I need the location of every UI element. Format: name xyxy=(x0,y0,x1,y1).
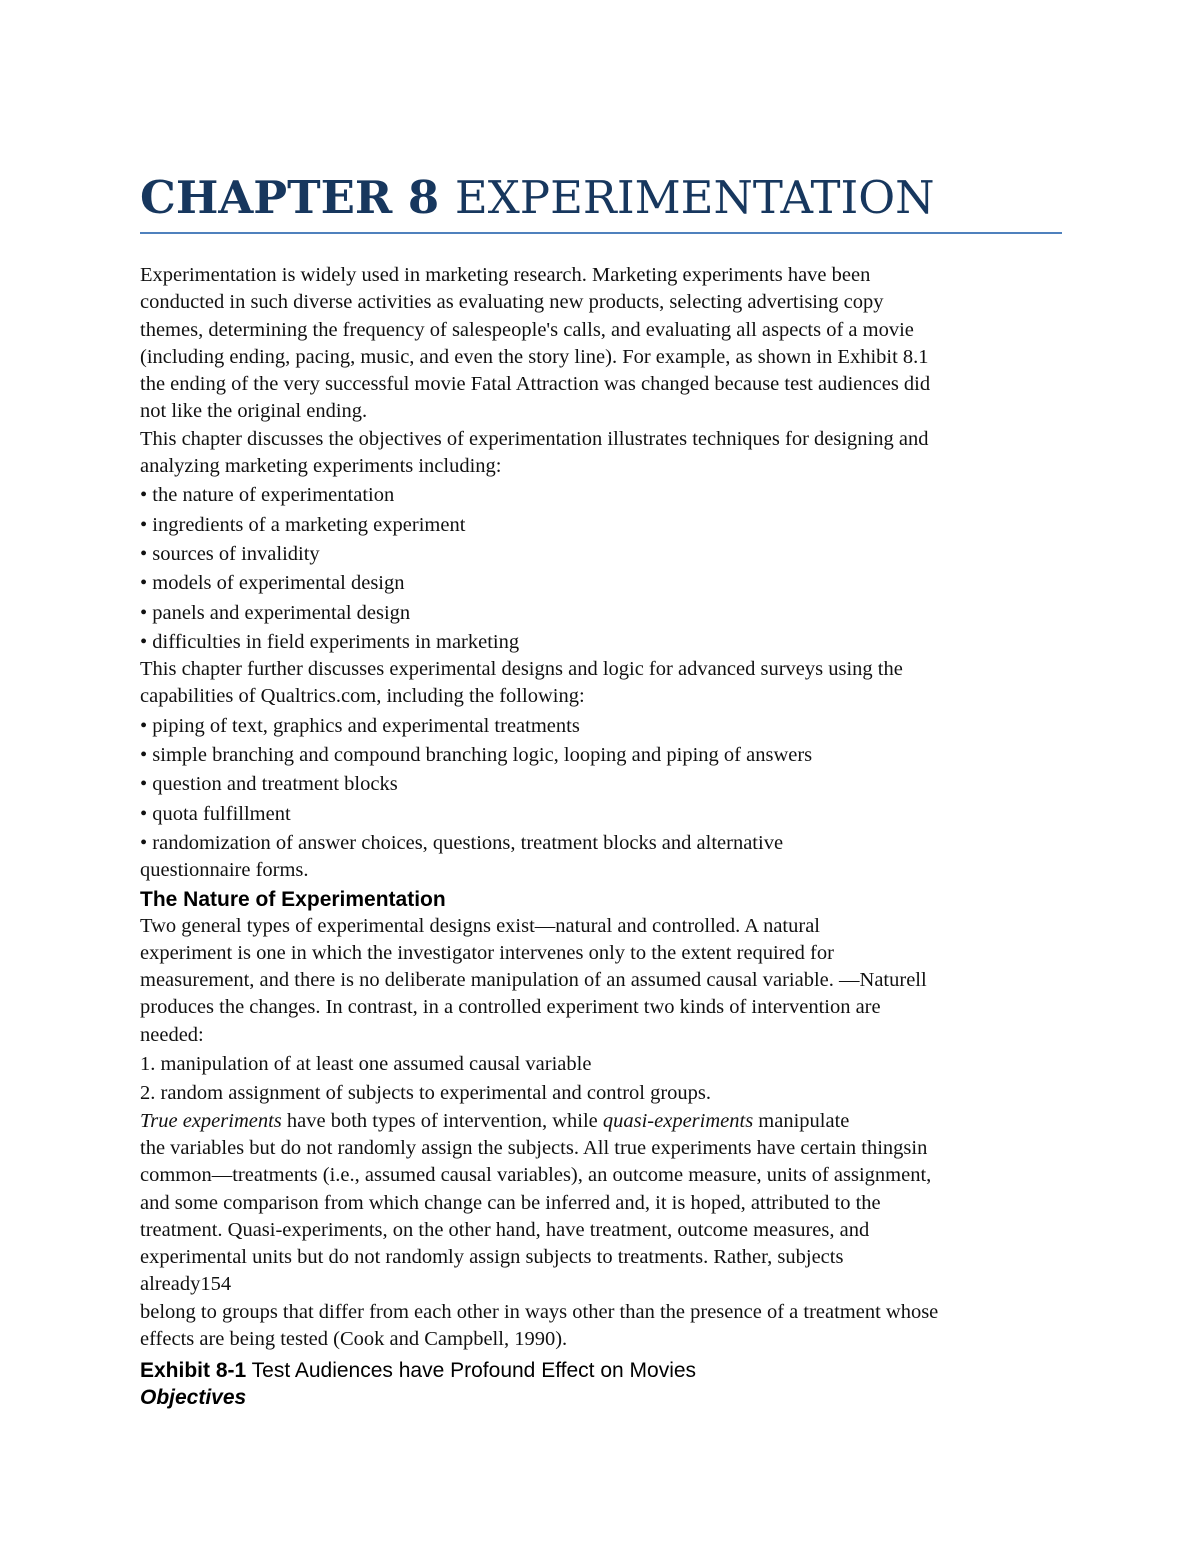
text-line: measurement, and there is no deliberate manipulation of an assumed causal variable. —Naturell xyxy=(140,969,927,992)
text-line xyxy=(140,1108,1062,1135)
text-line: not like the original ending. xyxy=(140,400,368,423)
list-item: • models of experimental design xyxy=(140,572,405,595)
text-line: (including ending, pacing, music, and even the story line). For example, as shown in Exhibit 8.1 xyxy=(140,345,929,368)
list-item: • piping of text, graphics and experimental treatments xyxy=(140,714,580,737)
body-text xyxy=(140,262,1062,1411)
chapter-title: EXPERIMENTATION xyxy=(454,171,935,224)
term-quasi-experiments: quasi-experiments xyxy=(602,1109,754,1132)
text-line: belong to groups that differ from each other in ways other than the presence of a treatment whose xyxy=(140,1300,939,1323)
text-line: This chapter discusses the objectives of experimentation illustrates techniques for designing and xyxy=(140,427,929,450)
numbered-item: 1. manipulation of at least one assumed causal variable xyxy=(140,1053,592,1076)
text-line: capabilities of Qualtrics.com, including the following: xyxy=(140,685,585,708)
nature-paragraph xyxy=(140,913,1062,1108)
list-item-continuation: questionnaire forms. xyxy=(140,859,309,882)
section-heading: The Nature of Experimentation xyxy=(140,887,446,911)
text-line: already154 xyxy=(140,1273,232,1296)
text-line: experiment is one in which the investigator intervenes only to the extent required for xyxy=(140,941,834,964)
objectives-bullet-list xyxy=(140,482,1062,656)
text-line: common—treatments (i.e., assumed causal variables), an outcome measure, units of assignment, xyxy=(140,1164,932,1187)
objectives-heading: Objectives xyxy=(140,1386,247,1410)
text-segment: have both types of intervention, while xyxy=(281,1109,603,1132)
true-experiments-paragraph xyxy=(140,1108,1062,1354)
numbered-item: 2. random assignment of subjects to experimental and control groups. xyxy=(140,1082,712,1105)
text-line: needed: xyxy=(140,1023,204,1046)
chapter-number: CHAPTER 8 xyxy=(140,171,440,224)
list-item: • panels and experimental design xyxy=(140,601,411,624)
list-item: • ingredients of a marketing experiment xyxy=(140,513,466,536)
text-line: produces the changes. In contrast, in a controlled experiment two kinds of intervention are xyxy=(140,996,881,1019)
list-item: • quota fulfillment xyxy=(140,802,291,825)
text-line: conducted in such diverse activities as evaluating new products, selecting advertising copy xyxy=(140,291,884,314)
text-line: Two general types of experimental designs exist—natural and controlled. A natural xyxy=(140,914,820,937)
text-line: Experimentation is widely used in marketing research. Marketing experiments have been xyxy=(140,264,871,286)
further-paragraph xyxy=(140,656,1062,711)
exhibit-title: Test Audiences have Profound Effect on Movies xyxy=(246,1359,697,1383)
term-true-experiments: True experiments xyxy=(140,1109,282,1132)
list-item: • question and treatment blocks xyxy=(140,773,398,796)
intro-paragraph xyxy=(140,262,1062,480)
document-page xyxy=(140,168,1062,1411)
list-item: • sources of invalidity xyxy=(140,542,320,565)
text-segment: manipulate xyxy=(753,1109,850,1132)
list-item: • the nature of experimentation xyxy=(140,484,395,507)
list-item: • simple branching and compound branching logic, looping and piping of answers xyxy=(140,744,813,767)
text-line: and some comparison from which change can be inferred and, it is hoped, attributed to the xyxy=(140,1191,881,1214)
text-line: the ending of the very successful movie Fatal Attraction was changed because test audiences did xyxy=(140,373,931,396)
exhibit-caption xyxy=(140,1357,1062,1385)
text-line: the variables but do not randomly assign the subjects. All true experiments have certain thingsin xyxy=(140,1136,928,1159)
text-line: experimental units but do not randomly assign subjects to treatments. Rather, subjects xyxy=(140,1246,844,1269)
text-line: themes, determining the frequency of salespeople's calls, and evaluating all aspects of a movie xyxy=(140,318,914,341)
exhibit-label: Exhibit 8-1 xyxy=(140,1359,247,1383)
chapter-heading xyxy=(140,168,1062,234)
text-line: analyzing marketing experiments including: xyxy=(140,455,502,478)
list-item: • difficulties in field experiments in marketing xyxy=(140,630,520,653)
text-line: effects are being tested (Cook and Campbell, 1990). xyxy=(140,1327,568,1350)
text-line: This chapter further discusses experimental designs and logic for advanced surveys using the xyxy=(140,658,903,681)
qualtrics-bullet-list xyxy=(140,713,1062,885)
text-line: treatment. Quasi-experiments, on the other hand, have treatment, outcome measures, and xyxy=(140,1218,870,1241)
list-item: • randomization of answer choices, questions, treatment blocks and alternative xyxy=(140,831,784,854)
